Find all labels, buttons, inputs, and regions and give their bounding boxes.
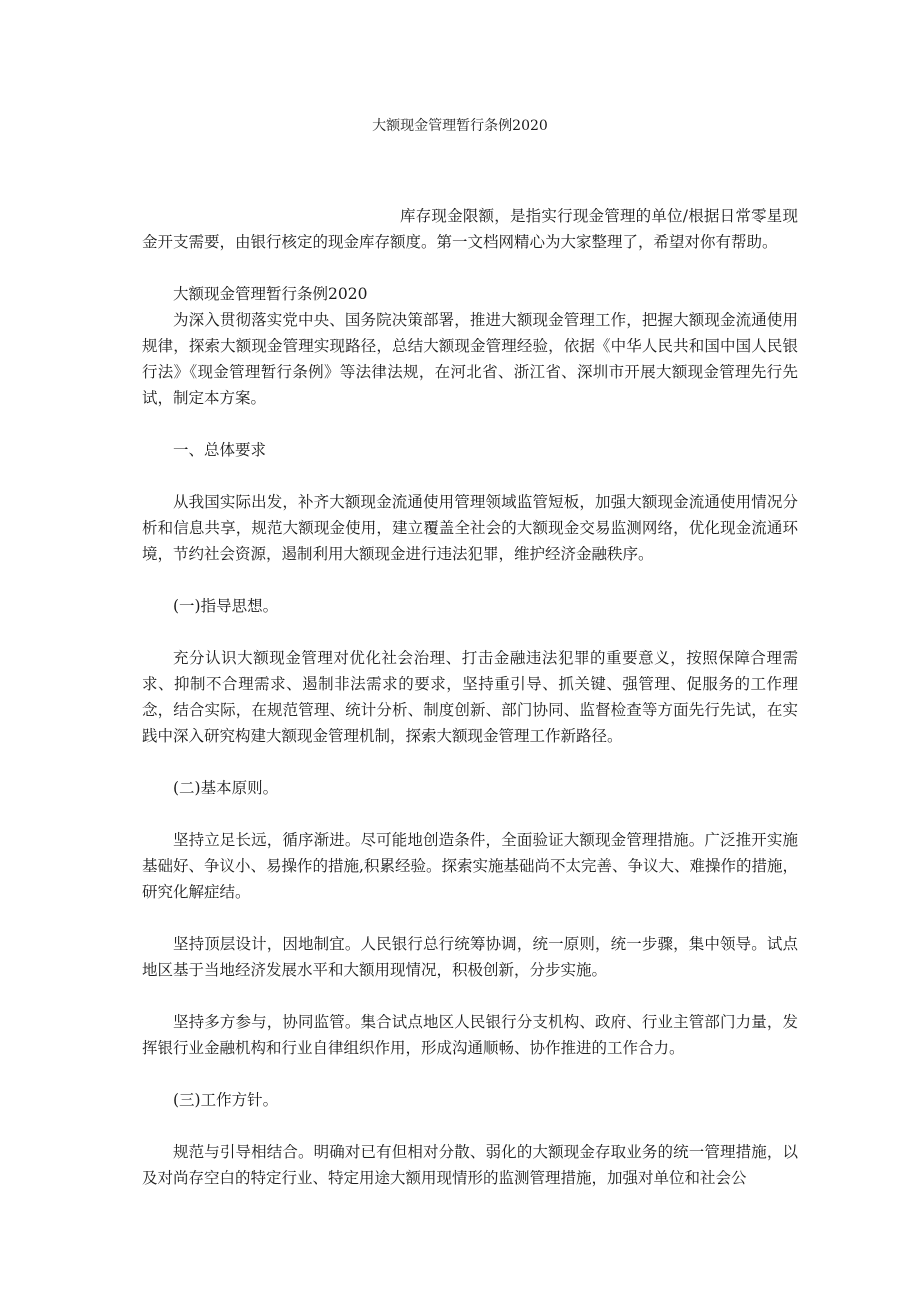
heading-work-policy: (三)工作方针。 bbox=[173, 1091, 279, 1109]
paragraph-1: 为深入贯彻落实党中央、国务院决策部署，推进大额现金管理工作，把握大额现金流通使用规律，探索大额现金管理实现路径，总结大额现金管理经验，依据《中华人民共和国中国人民银行法》《现金管理暂行条例》等法律法规，在河北省、浙江省、深圳市开展大额现金管理先行先试，制定本方案。 bbox=[142, 311, 798, 407]
paragraph-3: 充分认识大额现金管理对优化社会治理、打击金融违法犯罪的重要意义，按照保障合理需求、抑制不合理需求、遏制非法需求的要求，坚持重引导、抓关键、强管理、促服务的工作理念，结合实际，在规范管理、统计分析、制度创新、部门协同、监督检查等方面先行先试，在实践中深入研究构建大额现金管理机制，探索大额现金管理工作新路径。 bbox=[142, 649, 798, 745]
document-title: 大额现金管理暂行条例2020 bbox=[372, 118, 548, 134]
paragraph-4: 坚持立足长远，循序渐进。尽可能地创造条件，全面验证大额现金管理措施。广泛推开实施基础好、争议小、易操作的措施,积累经验。探索实施基础尚不太完善、争议大、难操作的措施，研究化解症结。 bbox=[142, 831, 798, 901]
paragraph-7: 规范与引导相结合。明确对已有但相对分散、弱化的大额现金存取业务的统一管理措施，以及对尚存空白的特定行业、特定用途大额用现情形的监测管理措施，加强对单位和社会公 bbox=[142, 1143, 798, 1187]
heading-overall-requirements: 一、总体要求 bbox=[173, 441, 267, 459]
paragraph-2: 从我国实际出发，补齐大额现金流通使用管理领域监管短板，加强大额现金流通使用情况分析和信息共享，规范大额现金使用，建立覆盖全社会的大额现金交易监测网络，优化现金流通环境，节约社会资源，遏制利用大额现金进行违法犯罪，维护经济金融秩序。 bbox=[142, 493, 798, 563]
heading-basic-principles: (二)基本原则。 bbox=[173, 779, 279, 797]
intro-paragraph: 库存现金限额，是指实行现金管理的单位/根据日常零星现金开支需要，由银行核定的现金库存额度。第一文档网精心为大家整理了，希望对你有帮助。 bbox=[142, 207, 798, 251]
subtitle: 大额现金管理暂行条例2020 bbox=[173, 285, 368, 303]
heading-guiding-thought: (一)指导思想。 bbox=[173, 597, 279, 615]
paragraph-6: 坚持多方参与，协同监管。集合试点地区人民银行分支机构、政府、行业主管部门力量，发挥银行业金融机构和行业自律组织作用，形成沟通顺畅、协作推进的工作合力。 bbox=[142, 1013, 798, 1057]
paragraph-5: 坚持顶层设计，因地制宜。人民银行总行统筹协调，统一原则，统一步骤，集中领导。试点地区基于当地经济发展水平和大额用现情况，积极创新，分步实施。 bbox=[142, 935, 798, 979]
